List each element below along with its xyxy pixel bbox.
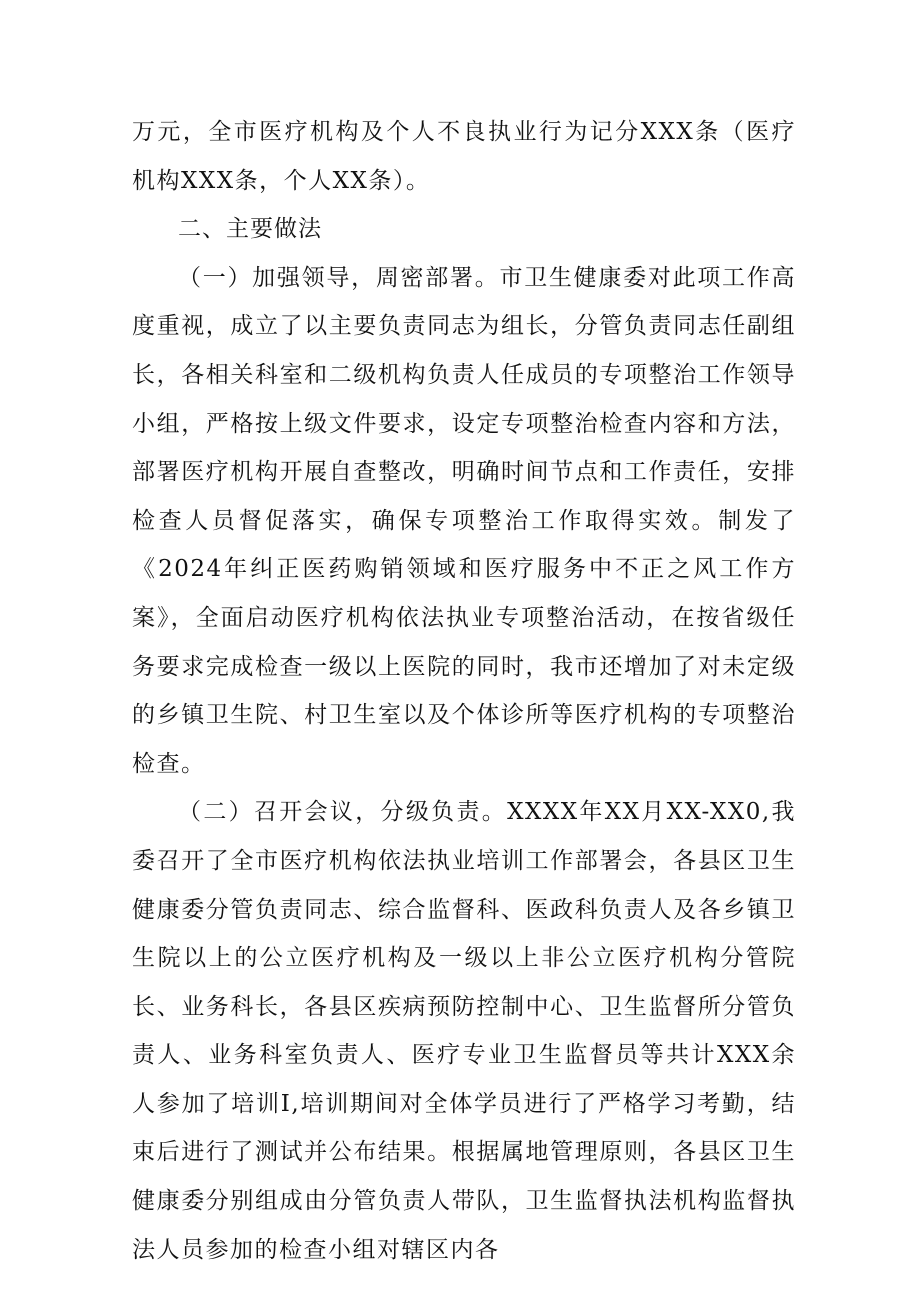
- paragraph-continued: 万元，全市医疗机构及个人不良执业行为记分XXX条（医疗机构XXX条，个人XX条）。: [132, 119, 796, 194]
- paragraph-leadership: （一）加强领导，周密部署。市卫生健康委对此项工作高度重视，成立了以主要负责同志为组长，分管负责同志任副组长，各相关科室和二级机构负责人任成员的专项整治工作领导小组，严格按上级文件要求，设定专项整治检查内容和方法，部署医疗机构开展自查整改，明确时间节点和工作责任，安排检查人员督促落实，确保专项整治工作取得实效。制发了《2024年纠正医药购销领域和医疗服务中不正之风工作方案》，全面启动医疗机构依法执业专项整治活动，在按省级任务要求完成检查一级以上医院的同时，我市还增加了对未定级的乡镇卫生院、村卫生室以及个体诊所等医疗机构的专项整治检查。: [132, 264, 796, 777]
- paragraph-meeting: （二）召开会议，分级负责。XXXX年XX月XX-XX0,我委召开了全市医疗机构依法执业培训工作部署会，各县区卫生健康委分管负责同志、综合监督科、医政科负责人及各乡镇卫生院以上的公立医疗机构及一级以上非公立医疗机构分管院长、业务科长，各县区疾病预防控制中心、卫生监督所分管负责人、业务科室负责人、医疗专业卫生监督员等共计XXX余人参加了培训I,培训期间对全体学员进行了严格学习考勤，结束后进行了测试并公布结果。根据属地管理原则，各县区卫生健康委分别组成由分管负责人带队，卫生监督执法机构监督执法人员参加的检查小组对辖区内各: [132, 799, 796, 1263]
- section-heading: 二、主要做法: [178, 216, 322, 243]
- document-body: [132, 108, 796, 1274]
